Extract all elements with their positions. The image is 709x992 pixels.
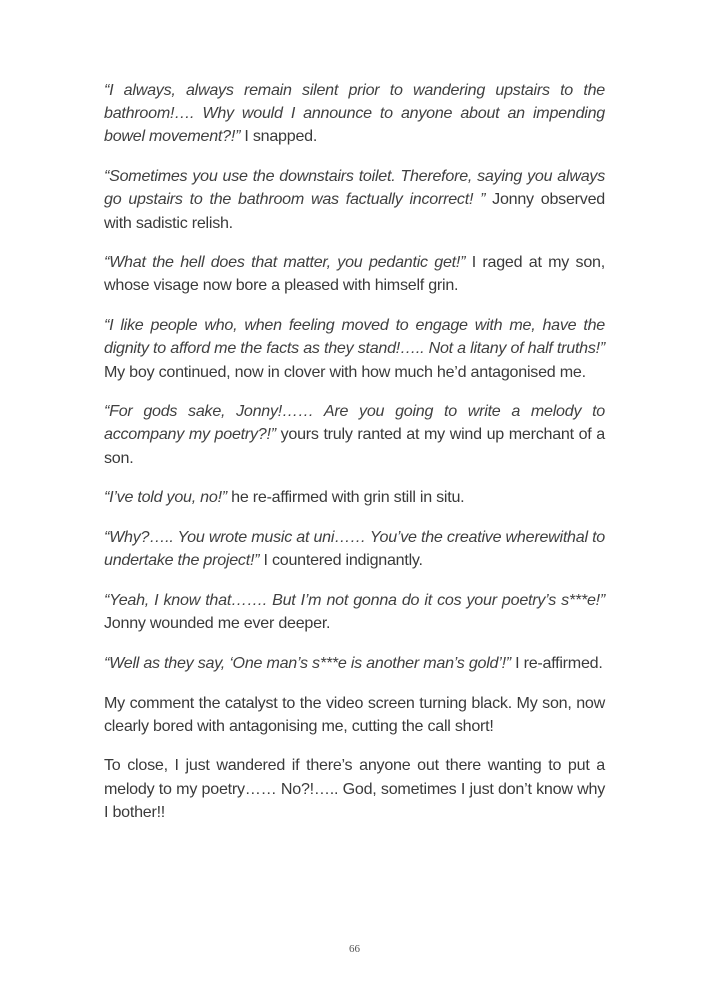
paragraph-8: [104, 589, 605, 635]
dialogue-quote: “Why?….. You wrote music at uni…… You’ve the creative wherewithal to undertake the project!”: [104, 528, 605, 570]
narration-text: I snapped.: [240, 127, 318, 146]
dialogue-quote: “I always, always remain silent prior to wandering upstairs to the bathroom!…. Why would I announce to anyone about an impending bowel movement?!”: [104, 81, 605, 146]
narration-text: I re-affirmed.: [510, 653, 603, 672]
dialogue-quote: “Yeah, I know that……. But I’m not gonna do it cos your poetry’s s***e!”: [104, 590, 605, 609]
dialogue-quote: “Well as they say, ‘One man’s s***e is another man’s gold’!”: [104, 653, 511, 672]
paragraph-6: [104, 486, 605, 509]
paragraph-1: [104, 79, 605, 149]
narration-text: I raged at my son, whose visage now bore a pleased with himself grin.: [104, 253, 605, 295]
dialogue-quote: “I like people who, when feeling moved to engage with me, have the dignity to afford me the facts as they stand!….. Not a litany of half truths!”: [104, 316, 605, 358]
paragraph-11: [104, 754, 605, 824]
paragraph-10: [104, 692, 605, 738]
narration-text: yours truly ranted at my wind up merchant of a son.: [104, 425, 605, 467]
narration-text: Jonny wounded me ever deeper.: [104, 614, 331, 633]
narration-text: My boy continued, now in clover with how much he’d antagonised me.: [104, 362, 586, 381]
paragraph-5: [104, 400, 605, 470]
narration-text: I countered indignantly.: [259, 551, 423, 570]
paragraph-4: [104, 314, 605, 384]
narration-text: Jonny observed with sadistic relish.: [104, 190, 605, 232]
narration-text: he re-affirmed with grin still in situ.: [226, 488, 465, 507]
body-text: [104, 79, 605, 841]
dialogue-quote: “For gods sake, Jonny!…… Are you going to write a melody to accompany my poetry?!”: [104, 402, 605, 444]
paragraph-9: [104, 652, 605, 675]
narration-text: To close, I just wandered if there’s anyone out there wanting to put a melody to my poetry…… No?!….. God, sometimes I just don’t know why I bother!!: [104, 756, 605, 821]
page-number: 66: [349, 943, 360, 955]
dialogue-quote: “I’ve told you, no!”: [104, 488, 227, 507]
paragraph-2: [104, 165, 605, 235]
paragraph-3: [104, 251, 605, 297]
narration-text: My comment the catalyst to the video screen turning black. My son, now clearly bored with antagonising me, cutting the call short!: [104, 693, 605, 735]
dialogue-quote: “What the hell does that matter, you pedantic get!”: [104, 253, 466, 272]
dialogue-quote: “Sometimes you use the downstairs toilet. Therefore, saying you always go upstairs to the bathroom was factually incorrect! ”: [104, 167, 605, 209]
paragraph-7: [104, 526, 605, 572]
